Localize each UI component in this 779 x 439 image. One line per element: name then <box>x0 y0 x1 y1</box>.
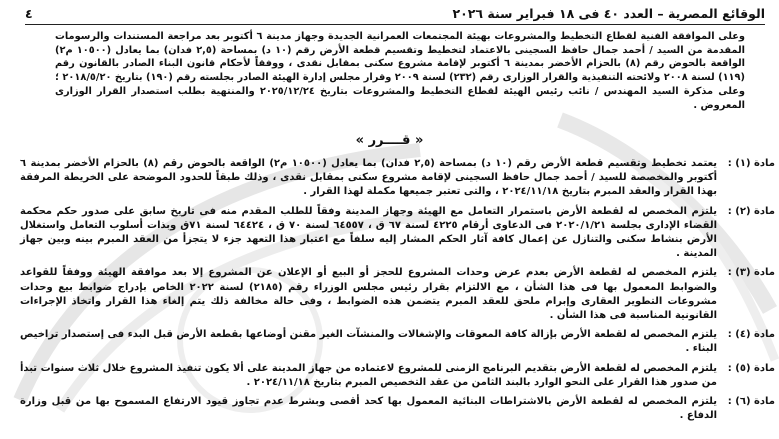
header-divider <box>25 24 765 25</box>
article-label: مادة (٣) : <box>727 267 775 279</box>
article-text: يعتمد تخطيط وتقسيم قطعة الأرض رقم (١٠ د) بمساحة (٢,٥ فدان) بما يعادل (١٠٥٠٠ م٢) الواقعة بالحوض رقم (٨) بالحزام الأخضر بمدينة ٦ أكتوبر والمخصصة للسيد / أحمد جمال حافظ السجينى لإقامة مشروع سكنى بمقابل نقدى ، وذلك طبقاً للحدود الموضحة على الخريطة المرفقة بهذا القرار والعقد المبرم بتاريخ ٢٠٢٤/١١/١٨ ، والتى تعتبر جميعها مكملة لهذا القرار . <box>20 158 718 198</box>
journal-issue-title: الوقائع المصرية – العدد ٤٠ فى ١٨ فبراير سنة ٢٠٢٦ <box>452 5 765 21</box>
article-2 <box>20 205 775 262</box>
preamble-paragraph: وعلى الموافقة الفنية لقطاع التخطيط والمشروعات بهيئة المجتمعات العمرانية الجديدة وجهاز مدينة ٦ أكتوبر بعد مراجعة المستندات والرسومات المقدمة من السيد / أحمد جمال حافظ السجينى بالاعتماد لتخطيط وتقسيم قطعة الأرض رقم (١٠ د) بمساحة (٢,٥ فدان) بما يعادل (١٠٥٠٠ م٢) الواقعة بالحوض رقم (٨) بالحزام الأخضر بمدينة ٦ أكتوبر لإقامة مشروع سكنى بمقابل نقدى ، ووفقاً لأحكام قانون البناء الصادر بالقانون رقم (١١٩) لسنة ٢٠٠٨ ولائحته التنفيذية والقرار الوزارى رقم (٢٣٢) لسنة ٢٠٠٩ وقرار مجلس إدارة الهيئة الصادر بجلسته رقم (١٩٠) بتاريخ ٢٠١٨/٥/٢٠ ؛ <box>55 31 746 83</box>
article-label: مادة (٤) : <box>727 329 775 341</box>
page-number: ٤ <box>25 5 33 21</box>
article-label: مادة (٢) : <box>727 205 775 217</box>
preamble-paragraph: وعلى مذكرة السيد المهندس / نائب رئيس الهيئة لقطاع التخطيط والمشروعات بتاريخ ٢٠٢٥/١٢/٢٤ والمنتهية بطلب استصدار القرار الوزارى المعروض . <box>55 86 745 111</box>
article-5 <box>20 362 775 390</box>
article-1 <box>20 157 775 200</box>
preamble <box>55 30 745 113</box>
article-text: يلتزم المخصص له لقطعة الأرض باستمرار التعامل مع الهيئة وجهاز المدينة وفقاً للطلب المقدم منه فى تاريخ سابق على صدور حكم محكمة القضاء الإدارى بجلسة ٢٠٢٠/١/٢١ فى الدعاوى أرقام ٤٢٢٥ لسنة ٦٧ ق ، ٦٤٥٥٧ لسنة ٧٠ ق ، ٦٤٤٢٤ لسنة ٧١ق وبذات أسلوب التعامل واستغلال الأرض بنشاط سكنى والتنازل عن إعمال كافة آثار الحكم المشار إليه سلفاً مع اعتبار هذا التعهد جزء لا يتجزأ من العقد المبرم بينه وبين جهاز المدينة . <box>20 205 718 260</box>
article-4 <box>20 328 775 356</box>
article-6 <box>20 395 775 423</box>
article-text: يلتزم المخصص له لقطعة الأرض بإزالة كافة المعوقات والإشغالات والمنشآت الغير مقنن أوضاعها بقطعة الأرض قبل البدء فى إستصدار تراخيص البناء . <box>20 329 717 355</box>
article-text: يلتزم المخصص له لقطعة الأرض بعدم عرض وحدات المشروع للحجز أو البيع أو الإعلان عن المشروع إلا بعد موافقة الهيئة ووفقاً للقواعد والضوابط المعمول بها فى هذا الشأن ، مع الالتزام بقرار رئيس مجلس الوزراء رقم (٢١٨٥) لسنة ٢٠٢٢ الخاص بإدراج ضوابط بيع وحدات مشروعات التطوير العقارى وإبرام ملحق للعقد المبرم يتضمن هذه الضوابط ، وفى حالة مخالفة ذلك يتم إلغاء هذا القرار واتخاذ الإجراءات القانونية المناسبة فى هذا الشأن . <box>20 267 717 322</box>
article-label: مادة (١) : <box>727 158 775 169</box>
decision-heading: « قــــرر » <box>355 133 424 148</box>
page-header <box>25 4 765 22</box>
article-text: يلتزم المخصص له لقطعة الأرض بالاشتراطات البنائية المعمول بها كحد أقصى وبشرط عدم تجاوز قيود الارتفاع المسموح بها من قبل وزارة الدفاع . <box>20 396 717 422</box>
articles-list <box>20 157 775 428</box>
article-label: مادة (٥) : <box>727 362 775 374</box>
article-3 <box>20 266 775 323</box>
article-text: يلتزم المخصص له لقطعة الأرض بتقديم البرنامج الزمنى للمشروع لاعتماده من جهاز المدينة على ألا يكون تنفيذ المشروع خلال ثلاث سنوات تبدأ من صدور هذا القرار على النحو الوارد بالبند الثامن من عقد التخصيص المبرم بتاريخ ٢٠٢٤/١١/١٨ . <box>20 362 717 388</box>
article-label: مادة (٦) : <box>727 396 775 408</box>
